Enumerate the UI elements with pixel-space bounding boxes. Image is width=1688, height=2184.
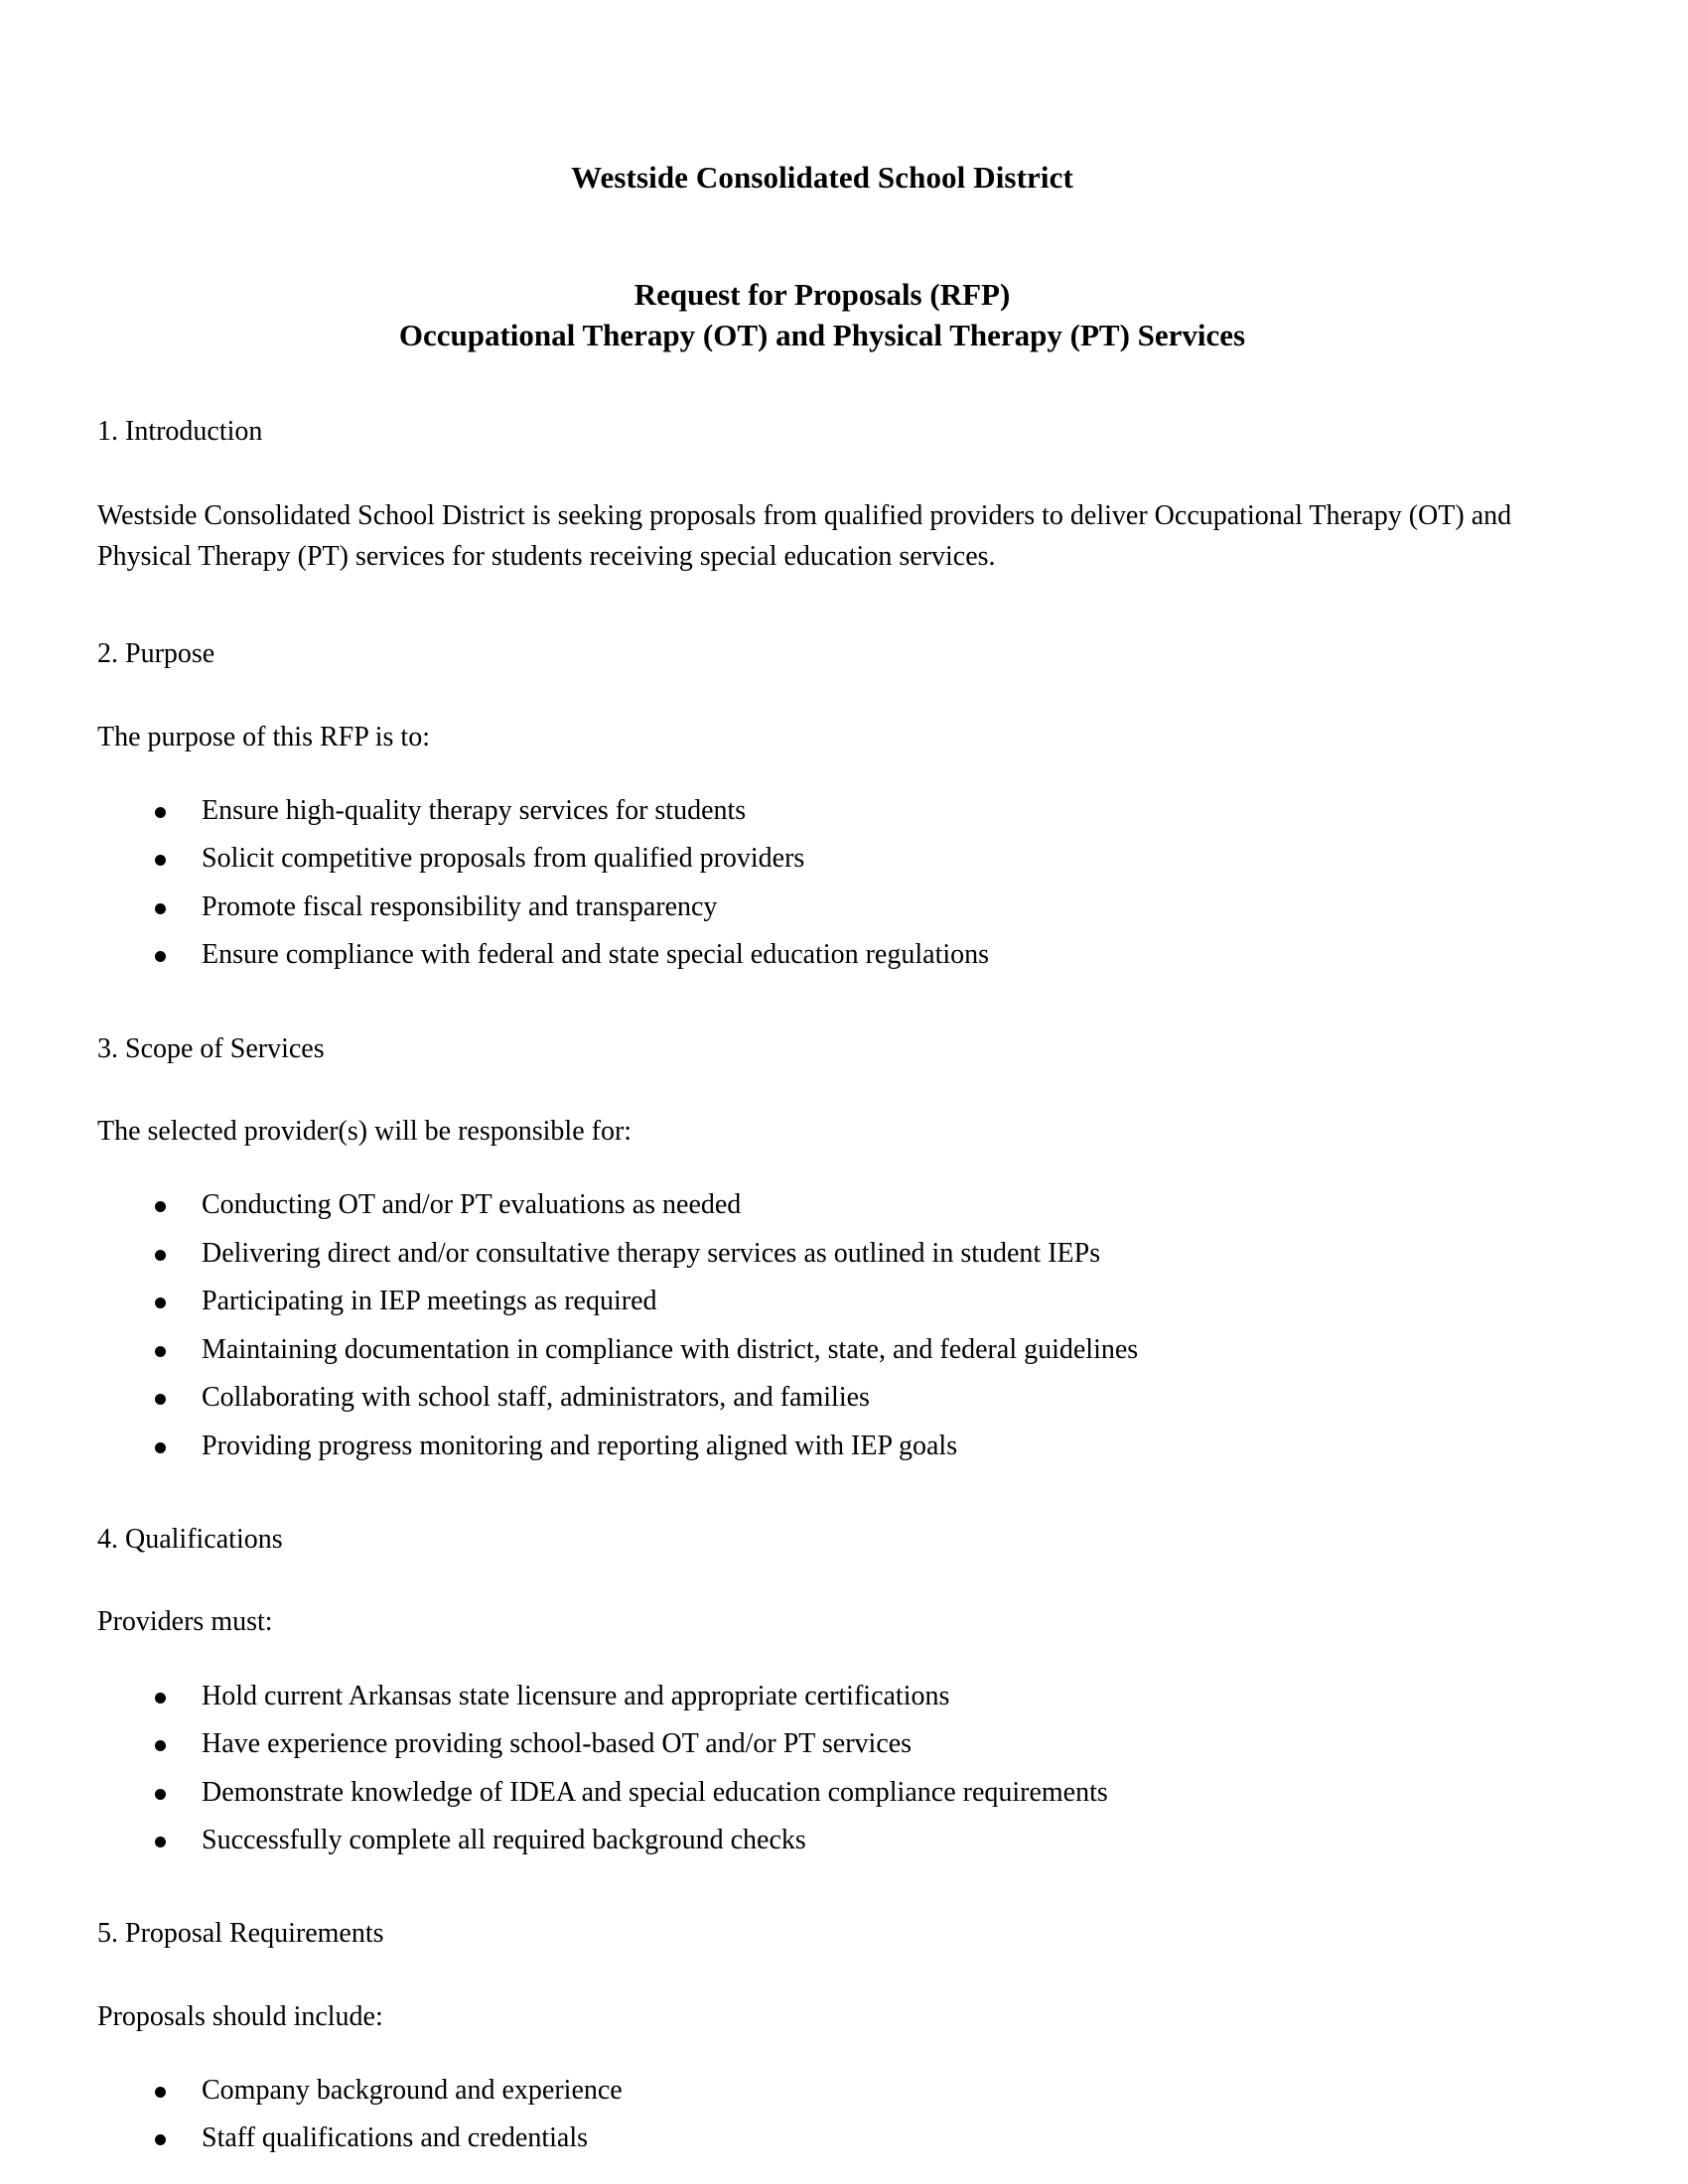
bullet-disc-icon xyxy=(155,1394,166,1405)
list-item-label: Collaborating with school staff, administrators, and families xyxy=(202,1382,870,1414)
list-item-label: Successfully complete all required background checks xyxy=(202,1825,806,1855)
bullet-disc-icon xyxy=(155,1740,166,1751)
bullet-disc-icon xyxy=(155,2087,166,2098)
page-title: Westside Consolidated School District xyxy=(571,160,1073,195)
section-paragraph: The purpose of this RFP is to: xyxy=(97,721,430,752)
list-item xyxy=(97,1286,1547,1317)
bullet-disc-icon xyxy=(155,1297,166,1308)
list-item-label: Maintaining documentation in compliance with district, state, and federal guidelines xyxy=(202,1333,1139,1365)
section-paragraph: Proposals should include: xyxy=(97,2000,383,2032)
list-item xyxy=(97,2075,1547,2107)
sections-container xyxy=(97,356,1547,2155)
bullet-disc-icon xyxy=(155,1442,166,1453)
bullet-list xyxy=(97,2037,1547,2155)
list-item xyxy=(97,1382,1547,1414)
list-item xyxy=(97,1238,1547,1270)
bullet-disc-icon xyxy=(155,951,166,962)
list-item xyxy=(97,1334,1547,1366)
bullet-disc-icon xyxy=(155,807,166,818)
section-paragraph: The selected provider(s) will be responsible for: xyxy=(97,1116,633,1148)
document-section xyxy=(97,1856,1547,2154)
list-item xyxy=(97,939,1547,971)
list-item xyxy=(97,1431,1547,1462)
list-item xyxy=(97,1825,1547,1856)
list-item-label: Providing progress monitoring and reporting aligned with IEP goals xyxy=(202,1430,958,1461)
section-heading: 2. Purpose xyxy=(97,638,215,670)
rfp-heading xyxy=(97,198,1547,356)
list-item-label: Staff qualifications and credentials xyxy=(202,2122,589,2154)
list-item-label: Ensure compliance with federal and state special education regulations xyxy=(202,939,990,971)
section-heading: 1. Introduction xyxy=(97,415,263,447)
document-section xyxy=(97,577,1547,971)
document-section xyxy=(97,356,1547,578)
list-item xyxy=(97,1728,1547,1760)
list-item-label: Delivering direct and/or consultative therapy services as outlined in student IEPs xyxy=(202,1237,1101,1269)
bullet-list xyxy=(97,1643,1547,1857)
list-item xyxy=(97,1777,1547,1809)
rfp-heading-line-1: Request for Proposals (RFP) xyxy=(633,276,1011,312)
list-item-label: Ensure high-quality therapy services for students xyxy=(202,794,747,826)
bullet-disc-icon xyxy=(155,1201,166,1212)
bullet-disc-icon xyxy=(155,1250,166,1261)
bullet-list xyxy=(97,757,1547,972)
document-section xyxy=(97,1462,1547,1856)
bullet-disc-icon xyxy=(155,2134,166,2145)
section-heading: 5. Proposal Requirements xyxy=(97,1918,384,1950)
bullet-disc-icon xyxy=(155,1837,166,1847)
bullet-disc-icon xyxy=(155,1789,166,1800)
list-item xyxy=(97,1681,1547,1712)
list-item-label: Demonstrate knowledge of IDEA and special education compliance requirements xyxy=(202,1776,1108,1808)
section-paragraph: Westside Consolidated School District is seeking proposals from qualified providers to deliver Occupational Therapy (OT) and Physical Therapy (PT) services for students receiving special education services. xyxy=(97,499,1512,573)
list-item-label: Have experience providing school-based OT and/or PT services xyxy=(202,1728,913,1760)
bullet-disc-icon xyxy=(155,855,166,866)
bullet-list xyxy=(97,1152,1547,1462)
bullet-disc-icon xyxy=(155,1693,166,1704)
list-item-label: Conducting OT and/or PT evaluations as needed xyxy=(202,1189,742,1221)
section-paragraph: Providers must: xyxy=(97,1606,273,1638)
list-item xyxy=(97,2122,1547,2154)
list-item xyxy=(97,891,1547,923)
list-item xyxy=(97,795,1547,827)
document-content xyxy=(97,0,1547,2155)
section-heading: 4. Qualifications xyxy=(97,1524,283,1556)
rfp-heading-line-2: Occupational Therapy (OT) and Physical Therapy (PT) Services xyxy=(398,317,1246,352)
list-item-label: Solicit competitive proposals from qualified providers xyxy=(202,843,805,875)
bullet-disc-icon xyxy=(155,1346,166,1357)
bullet-disc-icon xyxy=(155,903,166,914)
list-item-label: Participating in IEP meetings as required xyxy=(202,1286,657,1317)
list-item-label: Company background and experience xyxy=(202,2075,623,2107)
list-item-label: Hold current Arkansas state licensure and appropriate certifications xyxy=(202,1680,950,1711)
list-item xyxy=(97,1189,1547,1221)
list-item-label: Promote fiscal responsibility and transparency xyxy=(202,890,718,922)
document-section xyxy=(97,972,1547,1462)
section-heading: 3. Scope of Services xyxy=(97,1032,325,1064)
list-item xyxy=(97,843,1547,875)
